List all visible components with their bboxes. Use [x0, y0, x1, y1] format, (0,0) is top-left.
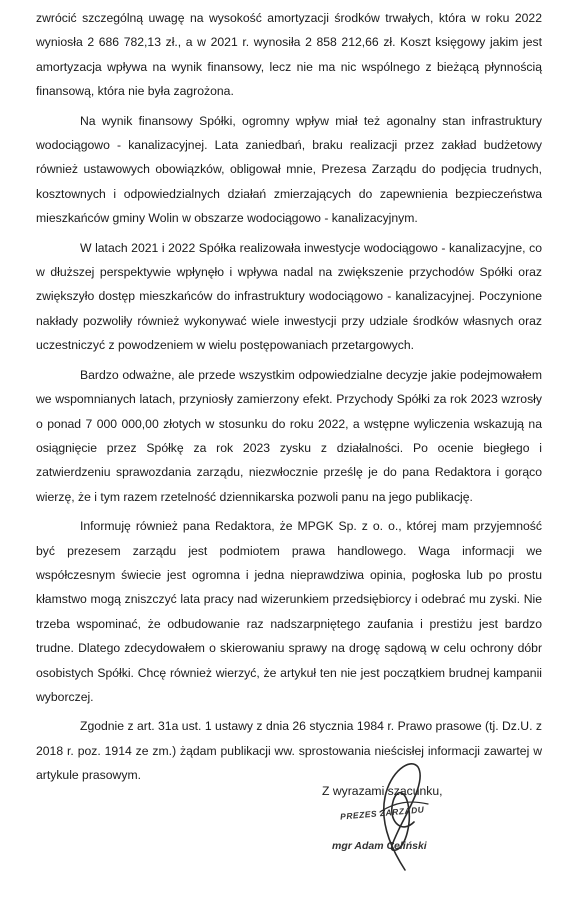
signature-stamp-role: PREZES ZARZĄDU: [339, 804, 425, 822]
signature-stamp-name: mgr Adam Celiński: [332, 840, 427, 852]
paragraph-1: zwrócić szczególną uwagę na wysokość amortyzacji środków trwałych, która w roku 2022 wyniosła 2 686 782,13 zł., a w 2021 r. wynosiła 2 858 212,66 zł. Koszt księgowy jakim jest amortyzacja wpływa na wynik finansowy, lecz nie ma nic wspólnego z bieżącą płynnością finansową, która nie była zagrożona.: [36, 11, 542, 99]
paragraph-6: Zgodnie z art. 31a ust. 1 ustawy z dnia 26 stycznia 1984 r. Prawo prasowe (tj. Dz.U. z 2018 r. poz. 1914 ze zm.) żądam publikacji ww. sprostowania nieścisłej informacji zawartej w artykule prasowym.: [36, 719, 542, 783]
paragraph-3: W latach 2021 i 2022 Spółka realizowała inwestycje wodociągowo - kanalizacyjne, co w dłuższej perspektywie wpłynęło i wpływa nadal na zwiększenie przychodów Spółki oraz zwiększyło dostęp mieszkańców do infrastruktury wodociągowo - kanalizacyjnej. Poczynione nakłady pozwoliły również wykonywać wiele inwestycji przy udziale środków własnych oraz uczestniczyć z powodzeniem w wielu postępowaniach przetargowych.: [36, 240, 542, 353]
closing-greeting: Z wyrazami szacunku,: [322, 784, 443, 798]
signature-block: [322, 782, 522, 882]
handwritten-signature: [350, 752, 440, 872]
letter-body: [36, 6, 542, 793]
paragraph-5: Informuję również pana Redaktora, że MPGK Sp. z o. o., której mam przyjemność być prezesem zarządu jest podmiotem prawa handlowego. Waga informacji we współczesnym świecie jest ogromna i jedna nieprawdziwa opinia, pogłoska lub po prostu kłamstwo mogą zniszczyć lata pracy nad wizerunkiem przedsiębiorcy i odebrać mu zyski. Nie trzeba wspominać, że odbudowanie raz nadszarpniętego zaufania i prestiżu jest bardzo trudne. Dlatego zdecydowałem o skierowaniu sprawy na drogę sądową w celu ochrony dóbr osobistych Spółki. Chcę również wierzyć, że artykuł ten nie jest początkiem brudnej kampanii wyborczej.: [36, 519, 542, 704]
paragraph-2: Na wynik finansowy Spółki, ogromny wpływ miał też agonalny stan infrastruktury wodociągowo - kanalizacyjnej. Lata zaniedbań, braku realizacji przez zakład budżetowy również ustawowych obowiązków, obligował mnie, Prezesa Zarządu do podjęcia trudnych, kosztownych i odpowiedzialnych działań zmierzających do zapewnienia bezpieczeństwa mieszkańców gminy Wolin w obszarze wodociągowo - kanalizacyjnym.: [36, 113, 542, 226]
paragraph-4: Bardzo odważne, ale przede wszystkim odpowiedzialne decyzje jakie podejmowałem we wspomnianych latach, przyniosły zamierzony efekt. Przychody Spółki za rok 2023 wzrosły o ponad 7 000 000,00 złotych w stosunku do roku 2022, a wstępne wyliczenia wskazują na osiągnięcie przez Spółkę za rok 2023 zysku z działalności. Po ocenie biegłego i zatwierdzeniu sprawozdania zarządu, niezwłocznie prześlę je do pana Redaktora i gorąco wierzę, że i tym razem rzetelność dziennikarska pozwoli panu na jego publikację.: [36, 367, 542, 504]
